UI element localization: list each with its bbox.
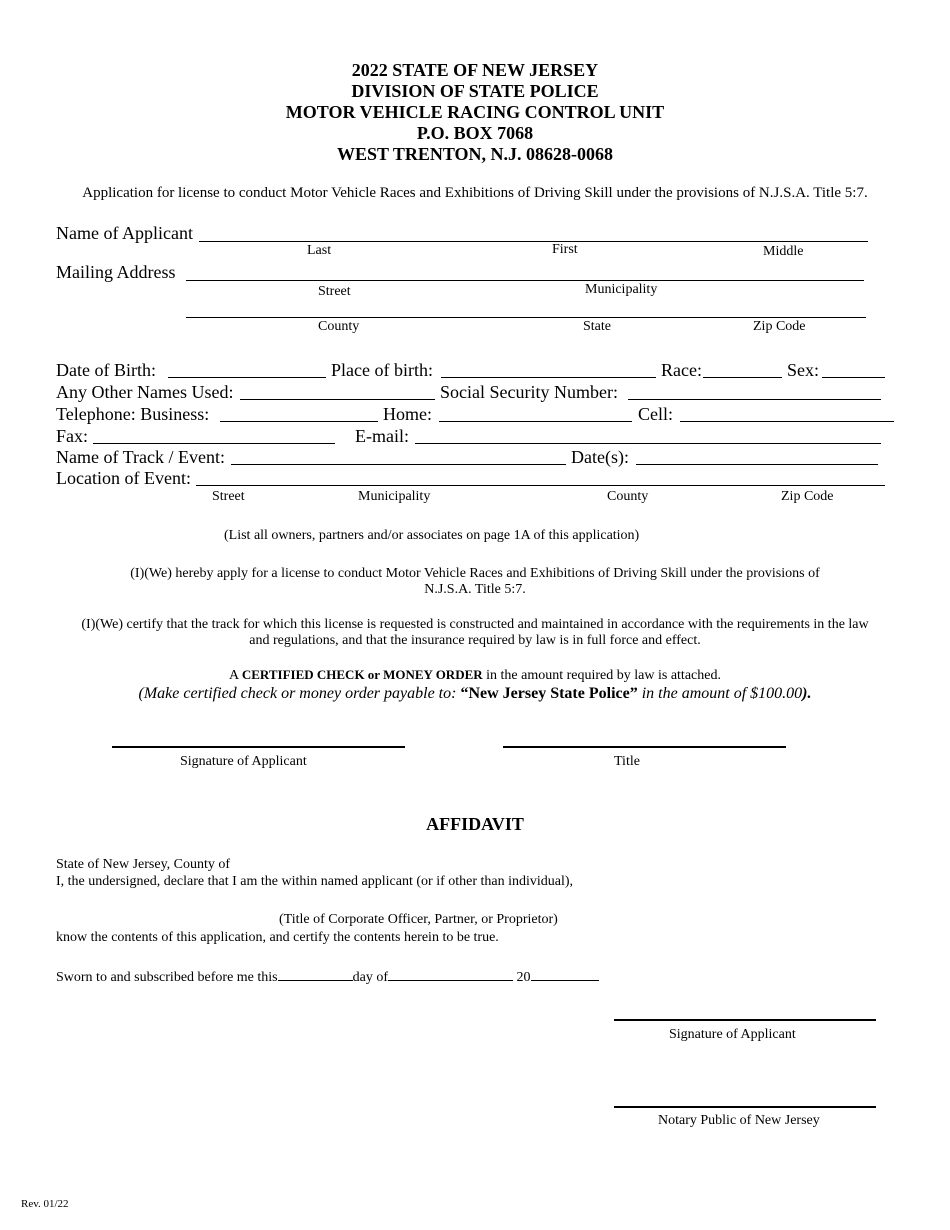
sworn-year-field[interactable]: [531, 967, 599, 981]
owners-note: (List all owners, partners and/or associates on page 1A of this application): [224, 528, 640, 543]
pob-label: Place of birth:: [331, 360, 433, 380]
applicant-signature-label: Signature of Applicant: [180, 754, 307, 769]
sworn-day-field[interactable]: [278, 967, 353, 981]
email-label: E-mail:: [355, 426, 409, 446]
other-names-label: Any Other Names Used:: [56, 382, 234, 402]
mailing-county-field[interactable]: [186, 317, 866, 318]
header-line-unit: MOTOR VEHICLE RACING CONTROL UNIT: [285, 102, 665, 122]
sworn-line: [56, 967, 599, 986]
location-label: Location of Event:: [56, 468, 191, 488]
email-field[interactable]: [415, 443, 881, 444]
mailing-sub-street: Street: [318, 284, 351, 299]
apply-text-line1: (I)(We) hereby apply for a license to conduct Motor Vehicle Races and Exhibitions of Driving Skill under the provisions of: [130, 566, 820, 581]
phone-business-label: Telephone: Business:: [56, 404, 210, 424]
payment-instruction-close: ).: [802, 685, 812, 702]
header-line-pobox: P.O. BOX 7068: [416, 123, 534, 143]
phone-home-field[interactable]: [439, 421, 632, 422]
notary-signature-field[interactable]: [614, 1106, 876, 1108]
sworn-text-b: day of: [352, 970, 389, 985]
title-label: Title: [614, 754, 640, 769]
mailing-label: Mailing Address: [56, 262, 176, 282]
location-field[interactable]: [196, 485, 885, 486]
payment-instruction-1: (Make certified check or money order payable to:: [138, 685, 461, 702]
track-label: Name of Track / Event:: [56, 447, 225, 467]
race-field[interactable]: [703, 377, 782, 378]
affidavit-signature-label: Signature of Applicant: [669, 1027, 796, 1042]
phone-home-label: Home:: [383, 404, 432, 424]
certify-text-line2: and regulations, and that the insurance required by law is in full force and effect.: [249, 633, 701, 648]
affidavit-title: AFFIDAVIT: [426, 814, 524, 834]
location-sub-municipality: Municipality: [358, 489, 431, 504]
affidavit-certify: know the contents of this application, and certify the contents herein to be true.: [56, 930, 499, 945]
name-sub-middle: Middle: [763, 244, 804, 259]
header-line-year: 2022 STATE OF NEW JERSEY: [351, 60, 599, 80]
mailing-sub-municipality: Municipality: [585, 282, 658, 297]
form-header: [0, 60, 950, 165]
sworn-month-field[interactable]: [388, 967, 513, 981]
certify-text-line1: (I)(We) certify that the track for which this license is requested is constructed and maintained in accordance with the requirements in the law: [81, 617, 869, 632]
payment-prefix: A: [229, 668, 242, 683]
location-sub-zip: Zip Code: [781, 489, 834, 504]
phone-cell-label: Cell:: [638, 404, 673, 424]
payment-instruction-2: in the amount of $100.00: [637, 685, 803, 702]
phone-cell-field[interactable]: [680, 421, 894, 422]
mailing-street-field[interactable]: [186, 280, 864, 281]
name-label: Name of Applicant: [56, 223, 193, 243]
location-sub-street: Street: [212, 489, 245, 504]
sworn-text-c: 20: [513, 970, 531, 985]
fax-field[interactable]: [93, 443, 335, 444]
sworn-text-a: Sworn to and subscribed before me this: [56, 970, 278, 985]
phone-business-field[interactable]: [220, 421, 378, 422]
location-sub-county: County: [607, 489, 649, 504]
track-field[interactable]: [231, 464, 566, 465]
header-line-division: DIVISION OF STATE POLICE: [351, 81, 599, 101]
fax-label: Fax:: [56, 426, 89, 446]
apply-text-line2: N.J.S.A. Title 5:7.: [424, 582, 526, 597]
race-label: Race:: [661, 360, 702, 380]
notary-label: Notary Public of New Jersey: [658, 1113, 820, 1128]
ssn-label: Social Security Number:: [440, 382, 618, 402]
affidavit-declare: I, the undersigned, declare that I am the within named applicant (or if other than individual),: [56, 874, 574, 889]
dob-field[interactable]: [168, 377, 326, 378]
intro-text: Application for license to conduct Motor Vehicle Races and Exhibitions of Driving Skill under the provisions of N.J.S.A. Title 5:7.: [82, 185, 868, 201]
pob-field[interactable]: [441, 377, 656, 378]
other-names-field[interactable]: [240, 399, 435, 400]
affidavit-county: State of New Jersey, County of: [56, 857, 231, 872]
name-sub-last: Last: [307, 243, 332, 258]
dates-label: Date(s):: [571, 447, 629, 467]
payment-method: CERTIFIED CHECK or MONEY ORDER: [241, 667, 483, 682]
payment-suffix: in the amount required by law is attached.: [482, 668, 721, 683]
dates-field[interactable]: [636, 464, 878, 465]
apply-text: [0, 566, 950, 598]
affidavit-signature-field[interactable]: [614, 1019, 876, 1021]
payment-line: [0, 667, 950, 684]
revision-label: Rev. 01/22: [21, 1198, 69, 1210]
payee-name: “New Jersey State Police”: [460, 685, 638, 702]
sex-field[interactable]: [822, 377, 885, 378]
payment-instruction: [0, 684, 950, 703]
affidavit-officer-note: (Title of Corporate Officer, Partner, or Proprietor): [279, 912, 558, 927]
mailing-sub-county: County: [318, 319, 360, 334]
certify-text: [0, 617, 950, 649]
name-sub-first: First: [552, 242, 578, 257]
applicant-signature-field[interactable]: [112, 746, 405, 748]
name-field[interactable]: [199, 241, 868, 242]
sex-label: Sex:: [787, 360, 820, 380]
dob-label: Date of Birth:: [56, 360, 156, 380]
mailing-sub-zip: Zip Code: [753, 319, 806, 334]
title-field[interactable]: [503, 746, 786, 748]
mailing-sub-state: State: [583, 319, 611, 334]
header-line-city: WEST TRENTON, N.J. 08628-0068: [336, 144, 614, 164]
ssn-field[interactable]: [628, 399, 881, 400]
